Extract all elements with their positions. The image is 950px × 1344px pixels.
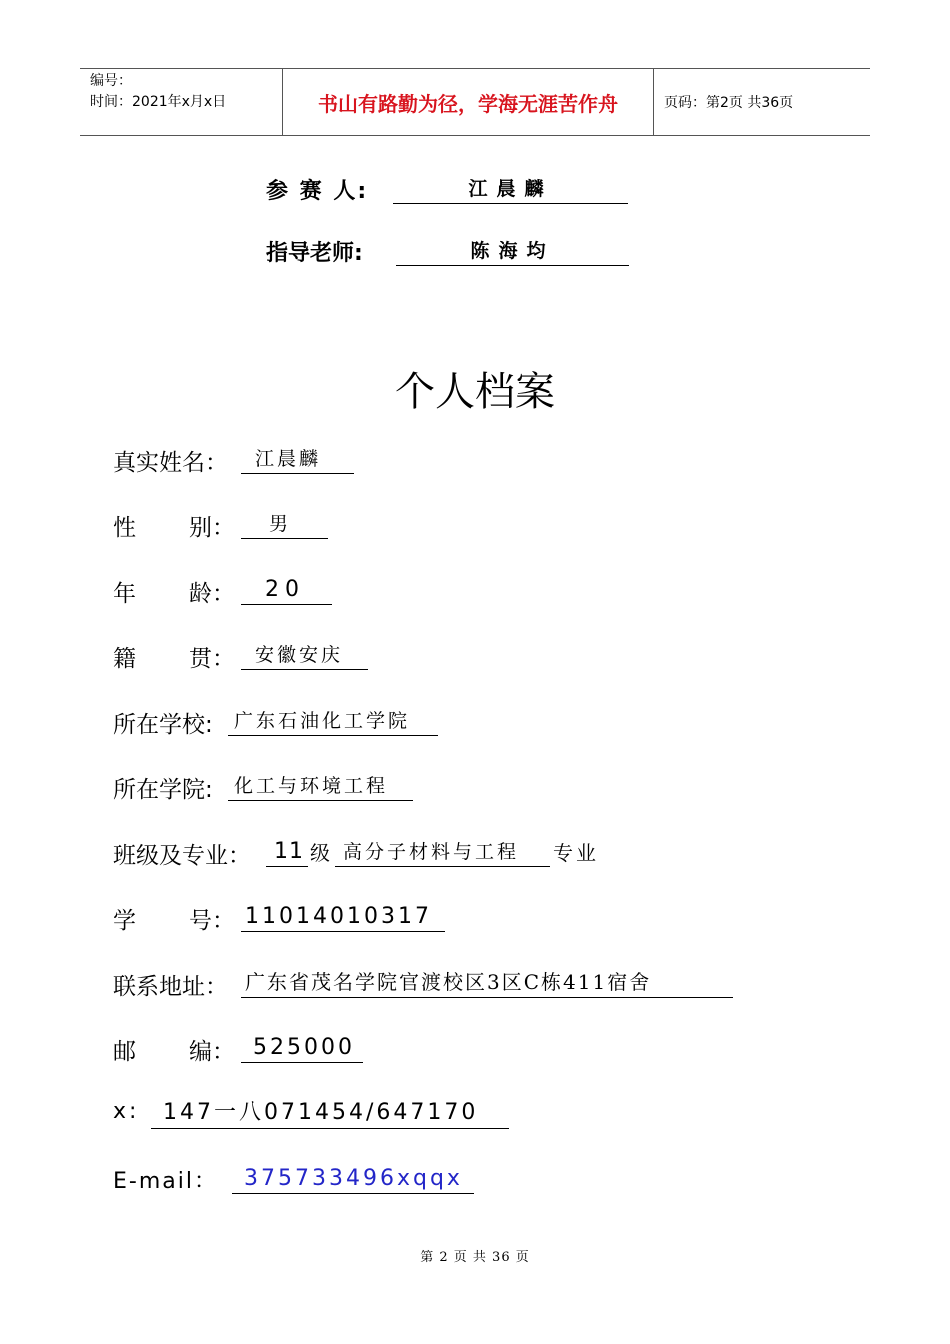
header-motto: 书山有路勤为径，学海无涯苦作舟	[282, 69, 654, 135]
postcode-value: 525000	[241, 1029, 363, 1063]
age-label: 年 龄：	[113, 581, 235, 607]
advisor-value: 陈海均	[396, 232, 629, 266]
address-label: 联系地址：	[113, 974, 228, 1000]
page-footer: 第 2 页 共 36 页	[420, 1250, 530, 1265]
participant-label: 参 赛 人:	[266, 179, 369, 204]
address-value: 广东省茂名学院官渡校区3区C栋411宿舍	[241, 964, 733, 998]
name-value: 江晨麟	[241, 440, 354, 474]
gender-label: 性 别：	[113, 515, 235, 541]
age-value: 20	[241, 571, 332, 605]
phone-label: x:	[113, 1099, 140, 1124]
origin-label: 籍 贯：	[113, 646, 235, 672]
major-value: 高分子材料与工程	[335, 833, 550, 867]
student-id-value: 11014010317	[241, 898, 445, 932]
name-label: 真实姓名：	[113, 450, 228, 476]
school-value: 广东石油化工学院	[228, 702, 438, 736]
college-label: 所在学院:	[113, 777, 213, 803]
page-title: 个人档案	[395, 369, 555, 415]
school-label: 所在学校:	[113, 712, 213, 738]
header-page-info: 页码：第2页 共36页	[664, 95, 794, 111]
postcode-label: 邮 编：	[113, 1039, 235, 1065]
origin-value: 安徽安庆	[241, 636, 368, 670]
email-link[interactable]: 375733496xqqx	[232, 1160, 474, 1194]
participant-row	[0, 170, 950, 210]
college-value: 化工与环境工程	[228, 767, 413, 801]
participant-value: 江晨麟	[393, 170, 628, 204]
student-id-label: 学 号：	[113, 908, 235, 934]
time-label: 时间：2021年x月x日	[90, 94, 227, 110]
advisor-label: 指导老师:	[266, 241, 363, 266]
major-label: 班级及专业：	[113, 843, 251, 869]
major-suffix: 专业	[553, 841, 599, 865]
phone-value: 147一八071454/647170	[151, 1095, 509, 1129]
page-header	[80, 68, 870, 136]
major-grade: 11	[266, 833, 308, 867]
major-grade-suffix: 级	[310, 841, 330, 865]
serial-label: 编号：	[90, 73, 132, 89]
advisor-row	[0, 232, 950, 272]
email-label: E-mail：	[113, 1169, 218, 1194]
gender-value: 男	[241, 505, 328, 539]
header-meta	[80, 69, 282, 135]
